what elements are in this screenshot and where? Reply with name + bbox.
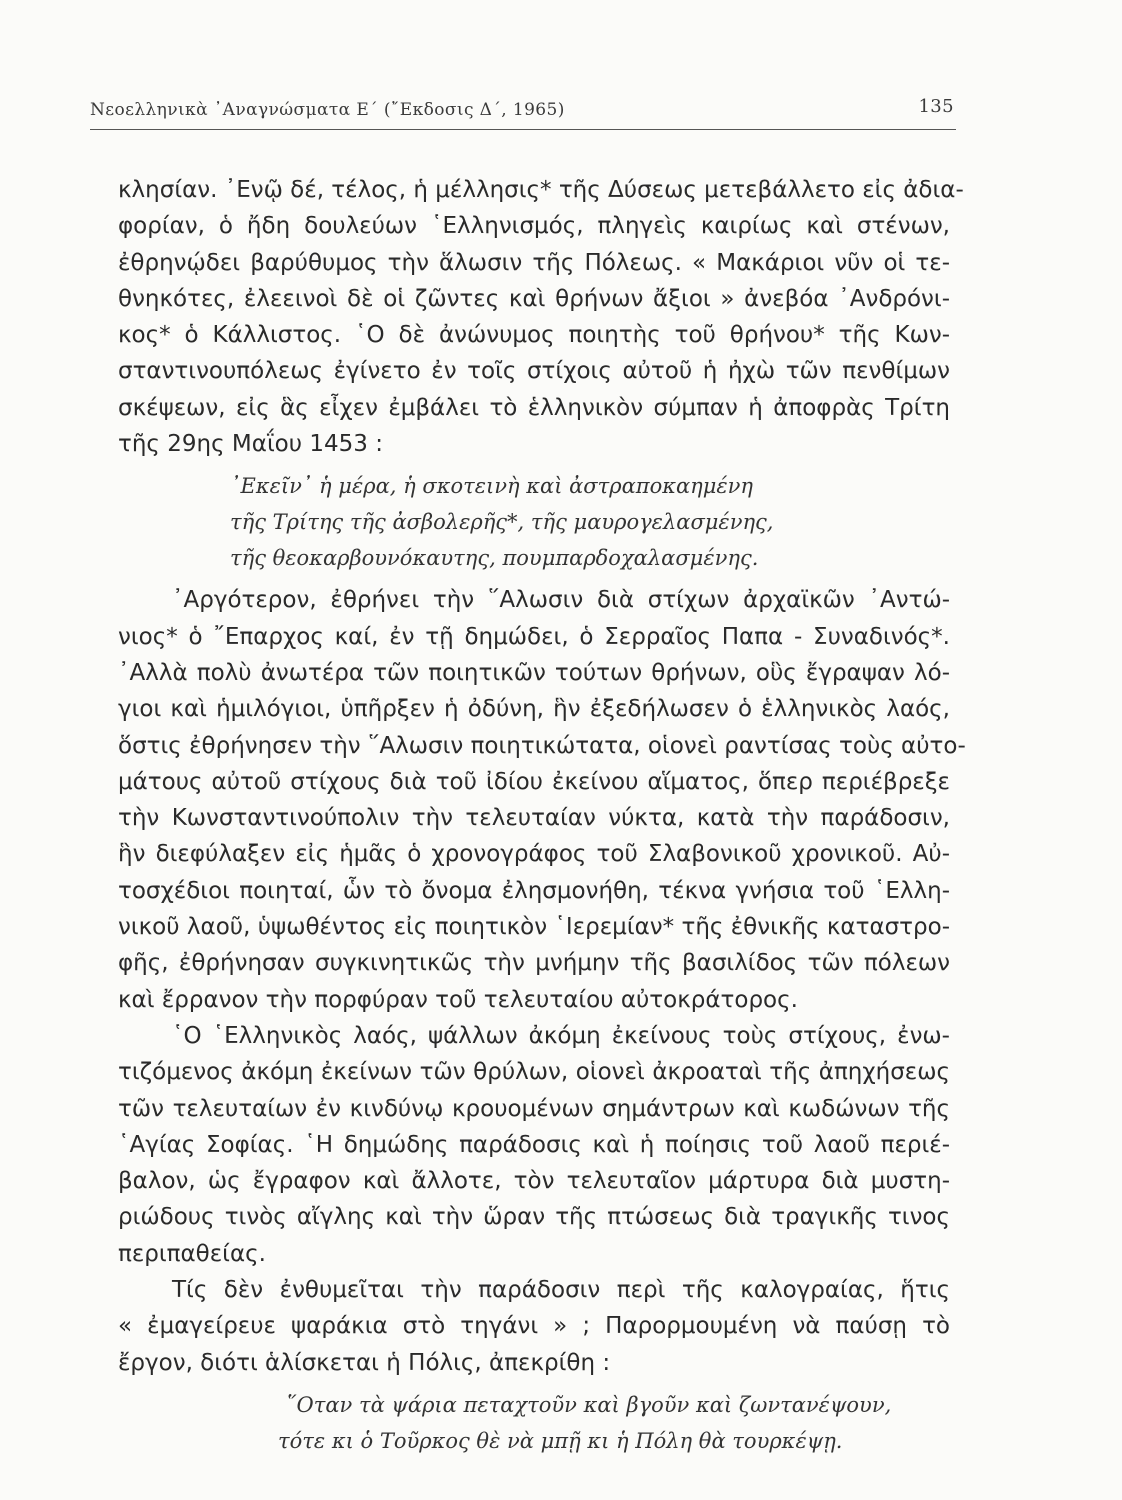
running-title: Νεοελληνικὰ ᾿Αναγνώσματα Ε΄ (῎Εκδοσις Δ΄, 1965) bbox=[90, 100, 565, 120]
poem-line: τῆς Τρίτης τῆς ἀσβολερῆς*, τῆς μαυρογελασμένης, bbox=[230, 510, 774, 535]
text-line: φῆς, ἐθρήνησαν συγκινητικῶς τὴν μνήμην τῆς βασιλίδος τῶν πόλεων bbox=[118, 950, 950, 977]
paragraph-4 bbox=[118, 1272, 950, 1381]
text-line: γιοι καὶ ἡμιλόγιοι, ὑπῆρξεν ἡ ὀδύνη, ἣν ἐξεδήλωσεν ὁ ἑλληνικὸς λαός, bbox=[118, 696, 950, 723]
text-line: σκέψεων, εἰς ἃς εἶχεν ἐμβάλει τὸ ἑλληνικὸν σύμπαν ἡ ἀποφρὰς Τρίτη bbox=[118, 394, 950, 421]
text-line: βαλον, ὡς ἔγραφον καὶ ἄλλοτε, τὸν τελευταῖον μάρτυρα διὰ μυστη- bbox=[118, 1168, 950, 1195]
poem-line: ῞Οταν τὰ ψάρια πεταχτοῦν καὶ βγοῦν καὶ ζωντανέψουν, bbox=[286, 1392, 892, 1417]
text-line: « ἐμαγείρευε ψαράκια στὸ τηγάνι » ; Παρορμουμένη νὰ παύσῃ τὸ bbox=[118, 1313, 950, 1340]
text-line: ῾Αγίας Σοφίας. ῾Η δημώδης παράδοσις καὶ ἡ ποίησις τοῦ λαοῦ περιέ- bbox=[118, 1131, 950, 1158]
body-text bbox=[118, 172, 966, 1459]
text-line: ἔργον, διότι ἁλίσκεται ἡ Πόλις, ἀπεκρίθη : bbox=[118, 1349, 611, 1376]
text-line: περιπαθείας. bbox=[118, 1240, 266, 1267]
poem-line: ᾿Εκεῖν᾿ ἡ μέρα, ἡ σκοτεινὴ καὶ ἀστραποκαημένη bbox=[230, 474, 754, 499]
text-line: κος* ὁ Κάλλιστος. ῾Ο δὲ ἀνώνυμος ποιητὴς τοῦ θρήνου* τῆς Κων- bbox=[118, 322, 950, 349]
text-line: θνηκότες, ἐλεεινοὶ δὲ οἱ ζῶντες καὶ θρήνων ἄξιοι » ἀνεβόα ᾿Ανδρόνι- bbox=[118, 285, 950, 312]
text-line: ὅστις ἐθρήνησεν τὴν ῞Αλωσιν ποιητικώτατα, οἱονεὶ ραντίσας τοὺς αὐτο- bbox=[118, 732, 966, 759]
text-line: ριώδους τινὸς αἴγλης καὶ τὴν ὥραν τῆς πτώσεως διὰ τραγικῆς τινος bbox=[118, 1204, 950, 1231]
paragraph-2 bbox=[118, 582, 966, 1018]
page-header bbox=[90, 96, 956, 126]
text-line: τιζόμενος ἀκόμη ἐκείνων τῶν θρύλων, οἱονεὶ ἀκροαταὶ τῆς ἀπηχήσεως bbox=[118, 1059, 950, 1086]
text-line: τῶν τελευταίων ἐν κινδύνῳ κρουομένων σημάντρων καὶ κωδώνων τῆς bbox=[118, 1095, 950, 1122]
page-number: 135 bbox=[918, 96, 954, 117]
text-line: ῾Ο ῾Ελληνικὸς λαός, ψάλλων ἀκόμη ἐκείνους τοὺς στίχους, ἐνω- bbox=[172, 1022, 950, 1049]
text-line: κλησίαν. ᾿Ενῷ δέ, τέλος, ἡ μέλλησις* τῆς Δύσεως μετεβάλλετο εἰς ἀδια- bbox=[118, 177, 964, 203]
text-line: ᾿Αργότερον, ἐθρήνει τὴν ῞Αλωσιν διὰ στίχων ἀρχαϊκῶν ᾿Αντώ- bbox=[172, 587, 950, 614]
poem-line: τῆς θεοκαρβουνόκαυτης, πουμπαρδοχαλασμένης. bbox=[230, 546, 759, 571]
header-rule bbox=[90, 129, 956, 130]
text-line: τὴν Κωνσταντινούπολιν τὴν τελευταίαν νύκτα, κατὰ τὴν παράδοσιν, bbox=[118, 805, 950, 832]
text-line: καὶ ἔρρανον τὴν πορφύραν τοῦ τελευταίου αὐτοκράτορος. bbox=[118, 986, 798, 1013]
text-line: νιος* ὁ ῎Επαρχος καί, ἐν τῇ δημώδει, ὁ Σερραῖος Παπα - Συναδινός*. bbox=[118, 623, 950, 650]
poem-quote-1 bbox=[118, 468, 950, 576]
text-line: τοσχέδιοι ποιηταί, ὧν τὸ ὄνομα ἐλησμονήθη, τέκνα γνήσια τοῦ ῾Ελλη- bbox=[118, 877, 950, 904]
text-line: ἐθρηνῴδει βαρύθυμος τὴν ἅλωσιν τῆς Πόλεως. « Μακάριοι νῦν οἱ τε- bbox=[118, 249, 950, 276]
text-line: μάτους αὐτοῦ στίχους διὰ τοῦ ἰδίου ἐκείνου αἵματος, ὅπερ περιέβρεξε bbox=[118, 768, 950, 795]
paragraph-1 bbox=[118, 172, 964, 462]
text-line: σταντινουπόλεως ἐγίνετο ἐν τοῖς στίχοις αὐτοῦ ἡ ἠχὼ τῶν πενθίμων bbox=[118, 358, 950, 385]
poem-quote-2 bbox=[118, 1387, 950, 1459]
text-line: Τίς δὲν ἐνθυμεῖται τὴν παράδοσιν περὶ τῆς καλογραίας, ἥτις bbox=[172, 1277, 950, 1304]
text-line: ἣν διεφύλαξεν εἰς ἡμᾶς ὁ χρονογράφος τοῦ Σλαβονικοῦ χρονικοῦ. Αὐ- bbox=[118, 841, 950, 868]
text-line: ᾿Αλλὰ πολὺ ἀνωτέρα τῶν ποιητικῶν τούτων θρήνων, οὓς ἔγραψαν λό- bbox=[118, 659, 950, 686]
text-line: νικοῦ λαοῦ, ὑψωθέντος εἰς ποιητικὸν ῾Ιερεμίαν* τῆς ἐθνικῆς καταστρο- bbox=[118, 914, 950, 941]
poem-line: τότε κι ὁ Τοῦρκος θὲ νὰ μπῇ κι ἡ Πόλη θὰ τουρκέψῃ. bbox=[278, 1428, 843, 1453]
paragraph-3 bbox=[118, 1018, 950, 1272]
text-line: φορίαν, ὁ ἤδη δουλεύων ῾Ελληνισμός, πληγεὶς καιρίως καὶ στένων, bbox=[118, 213, 950, 240]
text-line: τῆς 29ης Μαΐου 1453 : bbox=[118, 431, 383, 458]
